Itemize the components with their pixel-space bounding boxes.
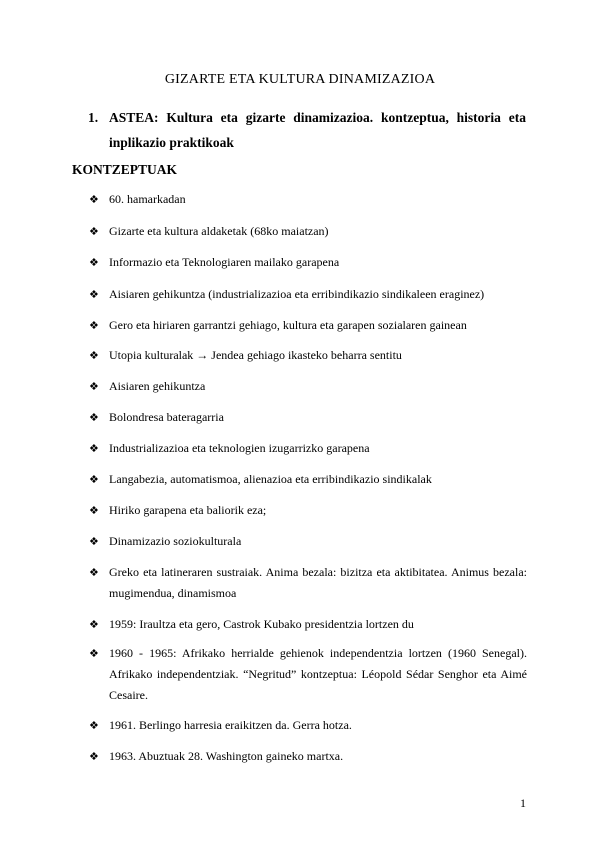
list-item	[89, 469, 527, 490]
list-item-text: Langabezia, automatismoa, alienazioa eta erribindikazio sindikalak	[109, 472, 432, 486]
list-item	[89, 715, 527, 736]
bullet-icon: ❖	[89, 442, 99, 455]
list-item	[89, 315, 527, 336]
bullet-icon: ❖	[89, 535, 99, 548]
page-number: 1	[520, 796, 526, 810]
list-item	[89, 407, 527, 428]
bullet-icon: ❖	[89, 225, 99, 238]
list-item	[89, 376, 527, 397]
list-item-text: 1959: Iraultza eta gero, Castrok Kubako presidentzia lortzen du	[109, 617, 414, 631]
bullet-icon: ❖	[89, 411, 99, 424]
list-item-text: Aisiaren gehikuntza	[109, 379, 206, 393]
list-item	[89, 643, 527, 706]
list-item-text: Aisiaren gehikuntza (industrializazioa eta erribindikazio sindikaleen eraginez)	[109, 287, 485, 301]
list-item-text: 60. hamarkadan	[109, 192, 186, 206]
bullet-icon: ❖	[89, 566, 99, 579]
bullet-icon: ❖	[89, 618, 99, 631]
list-item	[89, 189, 527, 210]
bullet-icon: ❖	[89, 288, 99, 301]
list-item-text: Bolondresa bateragarria	[109, 410, 224, 424]
bullet-icon: ❖	[89, 319, 99, 332]
concepts-subheading: KONTZEPTUAK	[72, 162, 178, 177]
bullet-icon: ❖	[89, 193, 99, 206]
bullet-icon: ❖	[89, 504, 99, 517]
list-item-text: Informazio eta Teknologiaren mailako garapena	[109, 255, 340, 269]
list-item-text: Gizarte eta kultura aldaketak (68ko maiatzan)	[109, 224, 329, 238]
bullet-icon: ❖	[89, 256, 99, 269]
list-item	[89, 562, 527, 604]
list-item	[89, 345, 527, 366]
list-item-text: Gero eta hiriaren garrantzi gehiago, kultura eta garapen sozialaren gainean	[109, 318, 467, 332]
list-item	[89, 500, 527, 521]
section-heading	[88, 105, 526, 155]
section-number: 1.	[88, 110, 99, 125]
list-item-text: Greko eta latineraren sustraiak. Anima bezala: bizitza eta aktibitatea. Animus bezala: mugimendua, dinamismoa	[109, 565, 527, 600]
list-item-text: 1960 - 1965: Afrikako herrialde gehienok independentzia lortzen (1960 Senegal). Afrikako independentziak. “Negritud” kontzeptua: Léopold Sédar Senghor eta Aimé Cesaire.	[109, 646, 527, 702]
list-item	[89, 614, 527, 635]
list-item-text: Dinamizazio soziokulturala	[109, 534, 242, 548]
list-item	[89, 746, 527, 767]
list-item	[89, 438, 527, 459]
bullet-icon: ❖	[89, 473, 99, 486]
list-item	[89, 221, 527, 242]
bullet-icon: ❖	[89, 719, 99, 732]
document-title: GIZARTE ETA KULTURA DINAMIZAZIOA	[164, 72, 436, 87]
list-item-text: Utopia kulturalak → Jendea gehiago ikasteko beharra sentitu	[109, 348, 402, 362]
list-item-text: Hiriko garapena eta baliorik eza;	[109, 503, 267, 517]
bullet-icon: ❖	[89, 349, 99, 362]
list-item-text: Industrializazioa eta teknologien izugarrizko garapena	[109, 441, 370, 455]
bullet-icon: ❖	[89, 647, 99, 660]
bullet-icon: ❖	[89, 380, 99, 393]
list-item	[89, 252, 527, 273]
section-heading-text: ASTEA: Kultura eta gizarte dinamizazioa. kontzeptua, historia eta inplikazio praktikoak	[109, 110, 526, 150]
list-item-text: 1963. Abuztuak 28. Washington gaineko martxa.	[109, 749, 344, 763]
list-item	[89, 531, 527, 552]
list-item	[89, 284, 527, 305]
list-item-text: 1961. Berlingo harresia eraikitzen da. Gerra hotza.	[109, 718, 352, 732]
bullet-icon: ❖	[89, 750, 99, 763]
